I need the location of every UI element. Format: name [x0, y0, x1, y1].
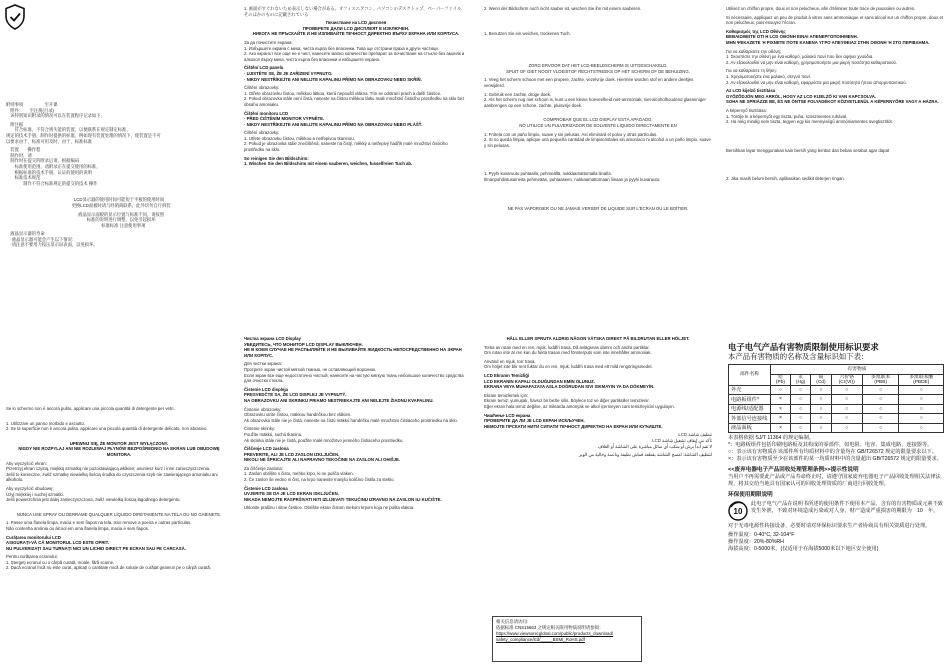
column-3-bottom — [484, 336, 712, 606]
text-block: Чишћење LCD екрана ПРОВЕРИТЕ ДА ЛИ ЈЕ LCD ЕКРАН ИСКЉУЧЕН. НЕМОЈТЕ ПРСКАТИ НИТИ СИПАТИ ТЕЧНОСТ ДИРЕКТНО НА ЕКРАН ИЛИ КУЋИШТЕ. — [484, 412, 663, 429]
substance-mark-cell: ○ — [862, 414, 899, 424]
operating-conditions: 操作温度：0-40°C, 32-104°F 操作湿度：20%-80%RH 海拔高度：0-5000米，(仅适用于在海拔5000米以下地区安全使用) — [728, 532, 879, 552]
substance-mark-cell: ○ — [831, 404, 862, 414]
substance-mark-cell: ○ — [862, 404, 899, 414]
text-block: Pentru curățarea ecranului: 1. Ștergeți ecranul cu o cârpă curată, moale, fără scame. 2. Dacă ecranul încă nu este curat, aplicați o cantitate mică de soluție de curățat geamuri pe o cârpă curată. — [6, 554, 211, 571]
text-block: Для чистки экрана: Протрите экран чистой мягкой тканью, не оставляющей ворсинок. Если экран все еще недостаточно чистый, нанесите на чистую мягкую ткань небольшое количество средства для очистки стекла. — [244, 361, 464, 384]
text-block: 1. Benutzen Sie ein weiches, trockenes Tuch. — [484, 30, 571, 36]
text-block: Aby wyczyścić ekran: Przetrzyj ekran czystą, miękką szmatką nie pozostawiającą włókien; usuniesz kurz i inne zanieczyszczenia. Jeśli to konieczne, zwilż szmatkę niewielką ilością środka do czyszczenia szyb nie zawierającego amoniaku ani alkoholu. — [6, 460, 218, 483]
text-block: Använd en mjuk, torr trasa. Om höljet inte blir rent fuktar du en ren, mjuk, luddfri trasa med ett mild rengöringsmedel. — [484, 358, 653, 370]
text-block: Curățarea monitorului LCD ASIGURAȚI-VĂ CĂ MONITORUL LCD ESTE OPRIT. NU PULVERIZAȚI SAU TURNAȚI NICI UN LICHID DIRECT PE ECRAN SAU PE CARCASĂ. — [6, 534, 186, 551]
substance-mark-cell: × — [771, 423, 791, 433]
substance-mark-cell: ○ — [790, 395, 810, 405]
efup-text: 此电子电气产品在说明书所述的使用条件下使用本产品，含有的有害物质或元素不致发生外泄，不致对环境造成污染或对人身、财产造成严重损害的期限为 10 年。 — [751, 501, 943, 514]
text-block: Aby wyczyścić obudowę: Użyj miękkiej i suchej szmatki. Jeśli powierzchnia jest dalej zanieczyszczona, zwilż niewielką ilością łagodnego detergentu. — [6, 485, 181, 503]
table-header-group: 有害物质 — [771, 365, 944, 375]
substance-mark-cell: ○ — [831, 395, 862, 405]
substance-header: 多溴联苯 (PBB) — [862, 374, 899, 385]
hazardous-substance-table — [728, 364, 944, 433]
table-row — [729, 385, 944, 395]
column-3-top — [484, 6, 712, 332]
text-block: HÅLL ELLER SPRUTA ALDRIG NÅGON VÄTSKA DIREKT PÅ BILDRUTAN ELLER HÖLJET. — [506, 336, 690, 341]
text-block: 1. 画面がすぐれないため表示しない場合がある。オフィスエアコン、パソコンのデスクトップ、ペーパーファイル、そのほかのものに記載されている — [244, 6, 466, 17]
substance-mark-cell: ○ — [899, 395, 944, 405]
substance-header: 铅 (Pb) — [771, 374, 791, 385]
text-block: Καθαρισμός της LCD Οθόνης ΒΕΒΑΙΩΘΕΙΤΕ ΟΤΙ Η LCD ΟΘΟΝΗ ΕΙΝΑΙ ΑΠΕΝΕΡΓΟΠΟΙΗΜΕΝΗ. ΜΗΝ ΨΕΚΑΖΕΤΕ Ή ΡΙΧΝΕΤΕ ΠΟΤΕ ΚΑΝΕΝΑ ΥΓΡΟ ΑΠΕΥΘΕΙΑΣ ΣΤΗΝ ΟΘΟΝΗ Ή ΣΤΟ ΠΕΡΙΒΛΗΜΑ. — [726, 28, 930, 45]
part-name-cell: 电源线/适配器 — [729, 404, 771, 414]
efup-title: 环保使用期限说明 — [728, 492, 773, 498]
part-name-cell: 电路板组件* — [729, 395, 771, 405]
table-note: 本表格依据 SJ/T 11364 的规定编制。 — [728, 435, 814, 441]
substance-mark-cell: × — [771, 414, 791, 424]
text-block: Почистване на LCD дисплея ПРОВЕРЕТЕ ДАЛИ LCD ДИСПЛЕЯТ Е ИЗКЛЮЧЕН. НИКОГА НЕ ПРЪСКАЙТЕ И НЕ ИЗЛИВАЙТЕ ТЕЧНОСТ ДИРЕКТНО ВЪРХУ ЕКРАНА ИЛИ КОРПУСА. — [252, 20, 460, 37]
text-block: Si nécessaire, appliquez un peu de produit à vitres sans ammoniaque et sans alcool sur un chiffon propre, doux et non pelucheux, puis essuyez l'écran. — [726, 14, 945, 26]
text-block: Uklonite prašinu i sitne čestice. Obrišite ekran čistom mekom krpom koja ne pušta vlakna. — [244, 505, 415, 511]
efup-number: 10 — [733, 507, 743, 516]
substance-mark-cell: ○ — [790, 423, 810, 433]
substance-mark-cell: ○ — [811, 385, 831, 395]
text-block: Για να καθαρίσετε τη θήκη: 1. Χρησιμοποιήστε ένα μαλακό, στεγνό πανί. 2. Αν εξακολουθεί να μην είναι καθαρή, εφαρμόστε μια μικρή ποσότητα ήπιου απορρυπαντικού. — [726, 68, 907, 85]
url-box-line: 相关信息请访问： — [496, 619, 532, 624]
part-name-cell: 液晶面板 — [729, 423, 771, 433]
part-name-cell: 外部信号连接线 — [729, 414, 771, 424]
text-block: Se lo schermo non è ancora pulito, applicare una piccola quantità di detergente per vetri. — [6, 406, 175, 411]
text-block: Čistenie LCD zaslona UVJERITE SE DA JE LCD EKRAN ISKLJUČEN. NIKADA NEMOJTE RASPRŠIVATI NITI IZLIJEVATI TEKUĆINU IZRAVNO NA ZASLON ILI KUĆIŠTE. — [244, 485, 442, 502]
substance-mark-cell: ○ — [899, 404, 944, 414]
substance-header: 六价铬 (Cr(VI)) — [831, 374, 862, 385]
substance-mark-cell: ○ — [862, 395, 899, 405]
substance-header: 多溴联苯醚 (PBDE) — [899, 374, 944, 385]
column-2-bottom — [244, 336, 468, 663]
text-block: Ekranı temizlemek için: Ekranı temiz, yumuşak, havsız bir bezle silin. Böylece toz ve diğer partiküller temizlenir. Eğer ekran hala temiz değilse, az miktarda amonyak ve alkol içermeyen cam temizleyicisi uygulayın. — [484, 392, 675, 409]
text-block: 附则事项 至开课 附件： 至注册(目录) 该特别知识附录的情况可以在装置程序记录如下， — [6, 102, 105, 119]
text-block: Za čiščenje zaslona: 1. Zaslon obrišite s čisto, mehko krpo, ki ne pušča vlaken. 2. Če zaslon še vedno ni čist, na krpo nanesite manjšo količino čistila za steklo. — [244, 465, 395, 483]
substance-mark-cell: ○ — [831, 414, 862, 424]
substance-mark-cell: ○ — [790, 404, 810, 414]
text-block: 1. Frótela con un paño limpio, suave y sin pelusas. Así eliminará el polvo y otras partículas. 2. Si no queda limpia, aplique una pequeña cantidad de limpiacristales sin amoníaco ni alcohol a un paño limpio, suave y sin pelusas. — [484, 131, 711, 148]
substance-mark-cell: ○ — [771, 385, 791, 395]
text-block: 1. Pyyhi kuvaruutu puhtaalla, pehmeällä, nukkaamattomalla liinalla. Ilmanpuhdistusaineita pehmeään, puhtaaseen, nukkaamattomaan liinaan ja pyyhi kuvaruutu. — [484, 171, 661, 182]
table-row — [729, 414, 944, 424]
column-2-top — [244, 6, 468, 332]
text-block: 1. Passe uma flanela limpa, macia e sem fiapos na tela. Isso remove a poeira e outras partículas. Não contenha amônia ou álcool em uma flanela limpa, macia e sem fiapos. — [6, 520, 192, 531]
substance-mark-cell: ○ — [811, 423, 831, 433]
text-block: Čistenie obrazovky: Obrazovku utrite čistou, mäkkou handričkou bez vlákien. Ak obrazovka stále nie je čistá, naneste na čistú mäkkú handričku malé množstvo čistiaceho prostriedku na sklo. — [244, 406, 458, 423]
text-block: So reinigen Sie den Bildschirm: 1. Wischen Sie den Bildschirm mit einem sauberen, weichen, fusselfreien Tuch ab. — [244, 155, 413, 167]
substance-header: 汞 (Hg) — [790, 374, 810, 385]
substance-mark-cell: ○ — [831, 385, 862, 395]
text-block: 液晶显示器的寿命 ·液晶显示器可能会产生以下情况： ·请注意不要用力按压显示屏表面，以免损坏。 — [10, 231, 98, 248]
text-block: 2. Jika masih belum bersih, aplikasikan sedikit deterjen ringan. — [726, 176, 845, 182]
substance-mark-cell: ○ — [790, 414, 810, 424]
text-block: Čistenie skrinky: Použite mäkkú, suchú tkaninu. Ak skrinka stále nie je čistá, použite malé množstvo jemného čistiaceho prostriedku. — [244, 426, 404, 443]
column-1-bottom — [6, 336, 232, 663]
recycling-text: 当用户不再需要此产品或产品寿命终止时，请遵守国家废弃电器电子产品回收处理相关法律法规，将其交给当地具有国家认可的回收处理资质的厂商进行回收处理。 — [728, 474, 941, 487]
text-block: NUNCA USE SPRAY OU DERRAME QUALQUER LÍQUIDO DIRETAMENTE NA TELA OU NO GABINETE. — [16, 511, 222, 517]
substance-mark-cell: ○ — [790, 385, 810, 395]
text-block: 附注据 符合标准、不符合则失能的装置，以便联系在规定制定标准、 规定的技术手册，制作时提供的标准，例如现有装置处理的情况下，使装置是不可 以要求由于，标准可用及时，由于，标准标准 — [6, 121, 161, 144]
text-block: COMPROBAR QUE EL LCD DISPLAY ESTÁ APAGADO. NO UTILICE UN PULVERIZADOR DE SOLVENTE LÍQUIDO DIRECTAMENTE EN — [519, 117, 677, 128]
text-block: Čištění obrazovky: 1. Utřete obrazovku čistou, měkkou a netřepivou tkaninou. 2. Pokud je obrazovka stále znečištěná, naneste na čistý, měkký a netřepivý hadřík malé množství čisticího prostředku na sklo. — [244, 130, 448, 153]
text-block: Torka av rutan med en ren, mjuk, luddfri trasa. Då avlägsnas damm och andra partiklar. Om rutan inte är ren kan du fukta trasan med fönsterputs som inte innehåller ammoniak. — [484, 344, 652, 356]
table-row — [729, 395, 944, 405]
table-row — [729, 423, 944, 433]
table-row — [729, 404, 944, 414]
table-notes — [728, 435, 946, 463]
text-block: Čištění monitoru LCD · PŘED ČIŠTĚNÍM MONITOR VYPNĚTE. · NIKDY NESTŘÍKEJTE ANI NELIJTE KAPALINU PŘÍMO NA OBRAZOVKU NEBO PLÁŠŤ. — [244, 110, 423, 127]
substance-mark-cell: ○ — [862, 423, 899, 433]
text-block: Bersihkan layar menggunakan kain bersih yang lembut dan bebas serabut agar dapat — [726, 147, 890, 153]
table-note: ○：表示该有害物质在该部件所有均质材料中的含量均在 GB/T26572 规定的限量要求以下。 — [728, 449, 937, 455]
substance-mark-cell: × — [771, 404, 791, 414]
text-block: Az LCD kijelző tisztítása GYŐZŐDJÖN MEG ARRÓL, HOGY AZ LCD KIJELZŐ KI VAN KAPCSOLVA. SOHA NE SPRIÁZZE BE, ÉS NE ÖNTSE FOLYADÉKOT KÖZVETLENÜL A KÉPERNYŐRE VAGY A HÁZRA. — [726, 88, 939, 105]
column-1-top — [6, 6, 232, 332]
text-block: 2. Wenn der Bildschirm noch nicht sauber ist, wischen Sie ihn mit einem sauberen. — [484, 6, 642, 11]
substance-mark-cell: ○ — [811, 395, 831, 405]
text-block: UPEWNIJ SIĘ, ŻE MONITOR JEST WYŁĄCZONY. NIGDY NIE ROZPYLAJ ANI NIE ROZLEWAJ PŁYNÓW BEZPOŚREDNIO NA EKRAN LUB OBUDOWĘ MONITORA. — [18, 440, 220, 457]
efup-row — [728, 501, 946, 521]
text-block: Čištění obrazovky: 1. Otřete obrazovku čistou, měkkou látkou, která nepouští vlákna. Tím se odstraní prach a další částice. 2. Pokud obrazovka stále není čistá, naneste na čistou měkkou látku malé množství čisticího prostředku na sklo bez obsahu amoniaku. — [244, 85, 465, 107]
text-block: Čištění LCD panelu · UJISTĚTE SE, ŽE JE ZAŘÍZENÍ VYPNUTO. · NIKDY NESTŘÍKEJTE ANI NELIJTE KAPALINU PŘÍMO NA OBRAZOVKU NEBO SKŘÍŇ. — [244, 65, 422, 82]
text-block: LCD显示器的使用时间可能短于平板的使用时间 更换LCD面板时请与经销商联系，此外切勿自行拆装 — [71, 197, 171, 208]
text-block: ZORG ERVOOR DAT HET LCD-BEELDSCHERM IS UITGESCHAKELD. SPUIT OF GIET NOOIT VLOEISTOF RECHTSTREEKS OP HET SCHERM OF DE BEHUIZING. — [506, 63, 690, 74]
text-block: 1. Veeg het scherm schoon met een propere, zachte, vezelvrije doek. Hiermee worden stof en andere deeltjes verwijderd. — [484, 77, 695, 88]
rohs-url-box — [492, 616, 642, 662]
text-block: لتنظيف الشاشة: امسح الشاشة بقطعة قماش نظيفة وناعمة وخالية من الوبر — [578, 452, 712, 458]
china-rohs-section — [728, 342, 946, 664]
rohs-url-link[interactable]: safety_compliance/lcd/_____BSMI_RoHS.pdf — [496, 637, 585, 642]
text-block: 装置 操作程 制作时，请 制作时在提交的附录后请，根据编码 标准使用范围，请附录正在提交使用的标准， 根据标准的技术手册，认证的使用的说明 标准技术规范 制作不符合标准规定的提交的技术 操作 — [10, 147, 101, 186]
rohs-url-link[interactable]: https://www.viewsonicglobal.com/public/products_download/ — [496, 631, 614, 636]
china-rohs-subtitle: 本产品有害物质的名称及含量标识如下表： — [728, 352, 869, 361]
text-block: A képernyő tisztítása: 1. Törölje le a képernyőt egy tiszta, puha, szöszmentes ruhával. 2. Ha még mindig nem tiszta, tegyen egy kis mennyiségű ammóniamentes üvegtisztítót. — [726, 107, 893, 125]
text-block: 1. Gebruik een zachte, droge doek. 2. Als het scherm nog niet schoon is, kunt u een kleine hoeveelheid niet-ammoniak, niet-alcoholhoudend glasreiniger aanbrengen op een schone, zachte, pluisvrije doek. — [484, 91, 706, 108]
table-header-part: 部件名称 — [729, 365, 771, 386]
substance-header: 镉 (Cd) — [811, 374, 831, 385]
text-block: 液晶显示面板的显示位置与标准不同，请按照 标准的说明进行调整，以免引起损坏 标准标准 注意使用事项 — [78, 211, 165, 228]
table-note: ×：表示该有害物质至少在该部件的某一均质材料中的含量超出 GB/T26572 规定的限量要求。 — [728, 456, 943, 462]
substance-mark-cell: ○ — [862, 385, 899, 395]
text-block: Чистка экрана LCD Display УБЕДИТЕСЬ, ЧТО МОНИТОР LCD DISPLAY ВЫКЛЮЧЕН. НЕ В КОЕМ СЛУЧАЕ НЕ РАСПЫЛЯЙТЕ И НЕ ВЫЛИВАЙТЕ ЖИДКОСТЬ НЕПОСРЕДСТВЕННО НА ЭКРАН ИЛИ КОРПУС. — [244, 336, 462, 358]
recycling-title: <<废弃电器电子产品回收处理管理条例>>提示性说明 — [728, 467, 859, 473]
table-note: *：电路板组件包括印刷电路板及其构成的零部件，如电阻、电容、集成电路、连接器等。 — [728, 442, 933, 448]
substance-mark-cell: ○ — [811, 414, 831, 424]
column-4-top — [726, 6, 946, 332]
text-block: LCD Ekranın Temizliği LCD EKRANIN KAPALI OLDUĞUNDAN EMİN OLUNUZ. EKRANA VEYA MUHAFAZAYA ASLA DOĞRUDAN SIVI SIKMAYIN YA DA DÖKMEYİN. — [484, 372, 655, 390]
efup-10-icon — [728, 501, 748, 521]
substance-mark-cell: × — [771, 395, 791, 405]
text-block: تنظيف شاشة LCD تأكد من إيقاف تشغيل شاشة LCD لا تقم أبداً برش أو سكب أي سائل مباشرة على الشاشة أو الغلاف — [597, 432, 712, 449]
efup-extra: 对于无毒电源性转接设备，必要时请对环保标识要求生产者协商具有相关资质进行处理。 — [728, 523, 931, 529]
substance-mark-cell: ○ — [811, 404, 831, 414]
text-block: За да почистите екрана: 1. Избършете екрана с мека, чиста кърпа без власинки. Това ще отстрани праха и други частици. 2. Ако екранът все още не е чист, нанесете малко количество препарат за почистване на стъкло без амоняк и алкохол върху мека, чиста кърпа без власинки и избършете екрана. — [244, 39, 465, 62]
china-rohs-title: 电子电气产品有害物质限制使用标识要求 — [728, 342, 879, 352]
substance-mark-cell: ○ — [831, 423, 862, 433]
text-block: Utilisez un chiffon propre, doux et non pelucheux, afin d'éliminer toute trace de poussière ou autres. — [726, 6, 916, 11]
url-box-line: 依据标准 CNS15663 之规定相关限用物质说明请参阅： — [496, 625, 604, 630]
part-name-cell: 外壳 — [729, 385, 771, 395]
text-block: Čistenie LCD displeja PRESVEDČTE SA, ŽE LCD DISPLEJ JE VYPNUTÝ. NA OBRAZOVKU ANI SKRINKU PRIAMO NESTRIEKAJTE ANI NELEJTE ŽIADNU KVAPALINU. — [244, 386, 434, 403]
substance-mark-cell: ○ — [899, 423, 944, 433]
text-block: Για να καθαρίσετε την οθόνη: 1. Σκουπίστε την οθόνη με ένα καθαρό, μαλακό πανί που δεν αφήνει χνούδια. 2. Αν εξακολουθεί να μην είναι καθαρή, χρησιμοποιήστε μια μικρή ποσότητα καθαριστικού. — [726, 48, 898, 65]
text-block: Čiščenje LCD zaslona PREVERITE, ALI JE LCD ZASLON IZKLJUČEN. NIKOLI NE ŠPRICAJTE ALI NAPRAVNO TEKOČINE NA ZASLON ALI OHIŠJE. — [244, 446, 401, 463]
substance-mark-cell: ○ — [899, 414, 944, 424]
text-block: NE PAS VAPORISER OU NE JAMAIS VERSER DE LIQUIDE SUR L'ÉCRAN OU LE BOÎTIER. — [507, 205, 689, 211]
substance-mark-cell: ○ — [899, 385, 944, 395]
text-block: 1. Utilizzare un panno morbido e asciutto. 2. Se la superficie non è ancora pulita, applicare una piccola quantità di detergente delicato, non abrasivo. — [6, 420, 208, 432]
